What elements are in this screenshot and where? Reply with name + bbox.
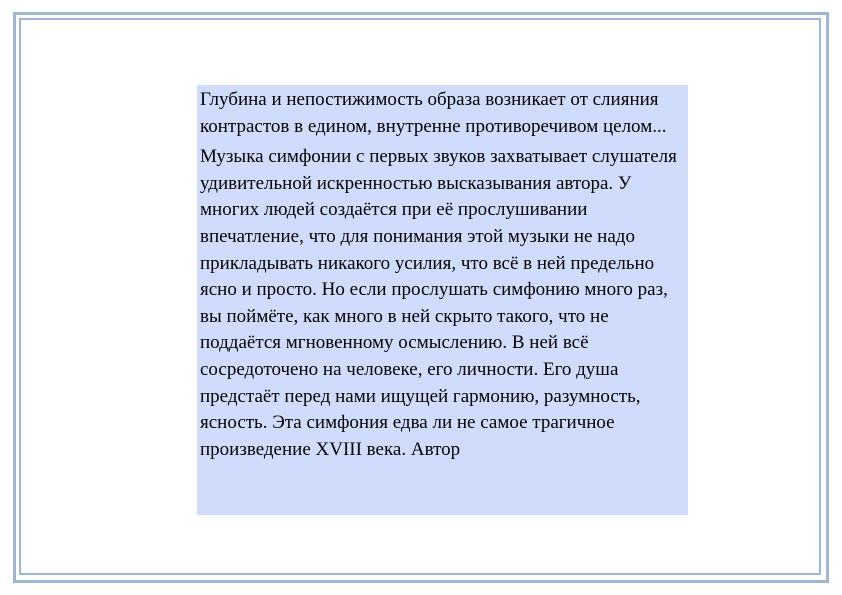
text-block [197,85,688,515]
intro-paragraph: Глубина и непостижимость образа возникает от слияния контрастов в едином, внутренне противоречивом целом... [200,89,667,137]
body-paragraph: Музыка симфонии с первых звуков захватывает слушателя удивительной искренностью высказывания автора. У многих людей создаётся при её прослушивании впечатление, что для понимания этой музыки не надо прикладывать никакого усилия, что всё в ней предельно ясно и просто. Но если прослушать симфонию много раз, вы поймёте, как много в ней скрыто такого, что не поддаётся мгновенному осмыслению. В ней всё сосредоточено на человеке, его личности. Его душа предстаёт перед нами ищущей гармонию, разумность, ясность. Эта симфония едва ли не самое трагичное произведение XVIII века. Автор [200,146,677,460]
